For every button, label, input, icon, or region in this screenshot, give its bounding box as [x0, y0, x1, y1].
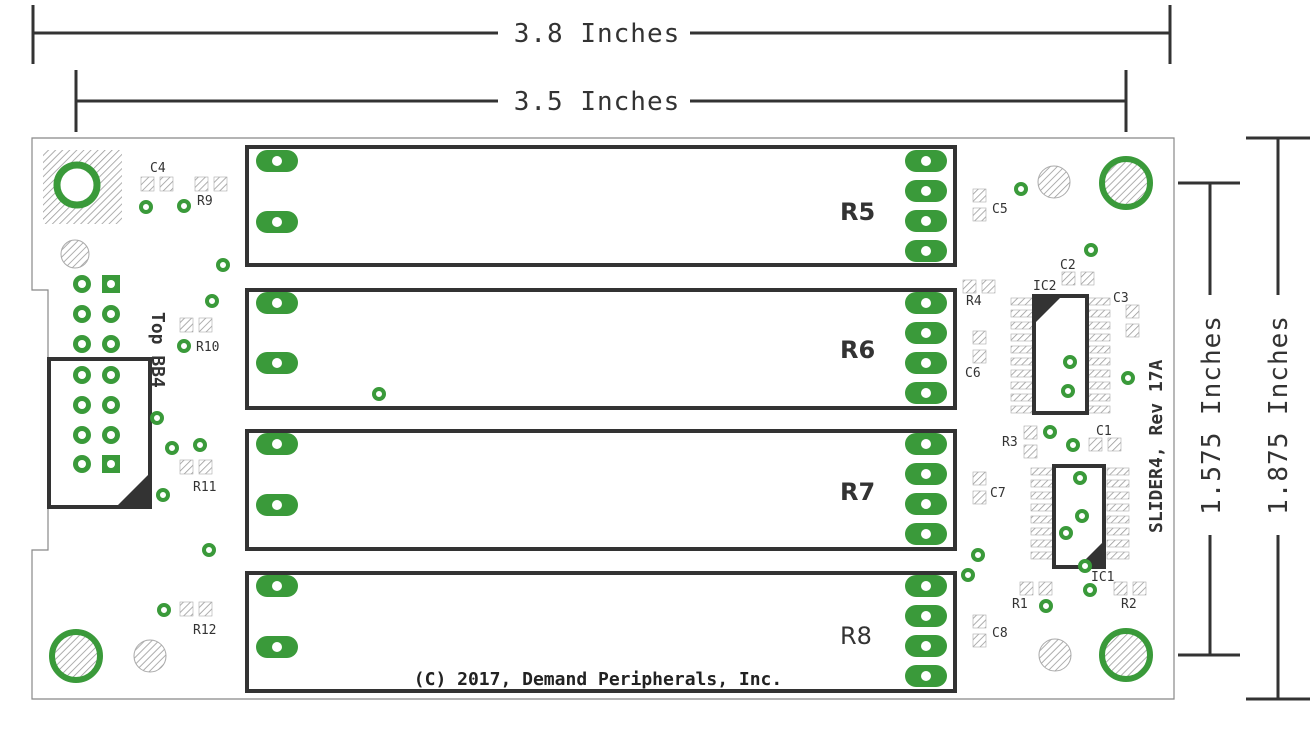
r7-label: R7: [840, 478, 876, 506]
mounting-hole-bottom-left: [52, 632, 100, 680]
width-outer-label: 3.8 Inches: [513, 19, 681, 49]
label-c6: C6: [965, 366, 981, 381]
label-r3: R3: [1002, 435, 1018, 450]
dimension-width-inner: [76, 70, 1126, 132]
label-r9: R9: [197, 194, 213, 209]
label-r10: R10: [196, 340, 220, 355]
mounting-hole-bottom-right: [1102, 631, 1150, 679]
npth-hole: [134, 640, 166, 672]
mounting-hole-top-right: [1102, 159, 1150, 207]
connector-label: Top BB4: [147, 312, 168, 388]
label-c7: C7: [990, 486, 1006, 501]
r8-label: R8: [840, 622, 872, 650]
label-r11: R11: [193, 480, 217, 495]
npth-hole: [1038, 166, 1070, 198]
width-inner-label: 3.5 Inches: [513, 87, 681, 117]
dimension-height-outer: [1246, 138, 1310, 699]
label-r12: R12: [193, 623, 217, 638]
label-r2: R2: [1121, 597, 1137, 612]
mounting-hole-top-left: [43, 150, 122, 224]
npth-hole: [61, 240, 89, 268]
label-c4: C4: [150, 161, 166, 176]
npth-hole: [1039, 639, 1071, 671]
r5-label: R5: [840, 198, 876, 226]
label-c5: C5: [992, 202, 1008, 217]
height-inner-label: 1.575 Inches: [1197, 315, 1227, 515]
label-c1: C1: [1096, 424, 1112, 439]
ic2-label: IC2: [1033, 279, 1057, 294]
label-c8: C8: [992, 626, 1008, 641]
board-name-rev: SLIDER4, Rev 17A: [1146, 359, 1167, 533]
label-r1: R1: [1012, 597, 1028, 612]
ic1-label: IC1: [1091, 570, 1115, 585]
label-r4: R4: [966, 294, 982, 309]
r6-label: R6: [840, 336, 876, 364]
label-c3: C3: [1113, 291, 1129, 306]
label-c2: C2: [1060, 258, 1076, 273]
copyright-text: (C) 2017, Demand Peripherals, Inc.: [413, 669, 783, 690]
dimension-width-outer: [33, 5, 1170, 64]
height-outer-label: 1.875 Inches: [1264, 315, 1294, 515]
dimension-height-inner: [1178, 183, 1240, 655]
